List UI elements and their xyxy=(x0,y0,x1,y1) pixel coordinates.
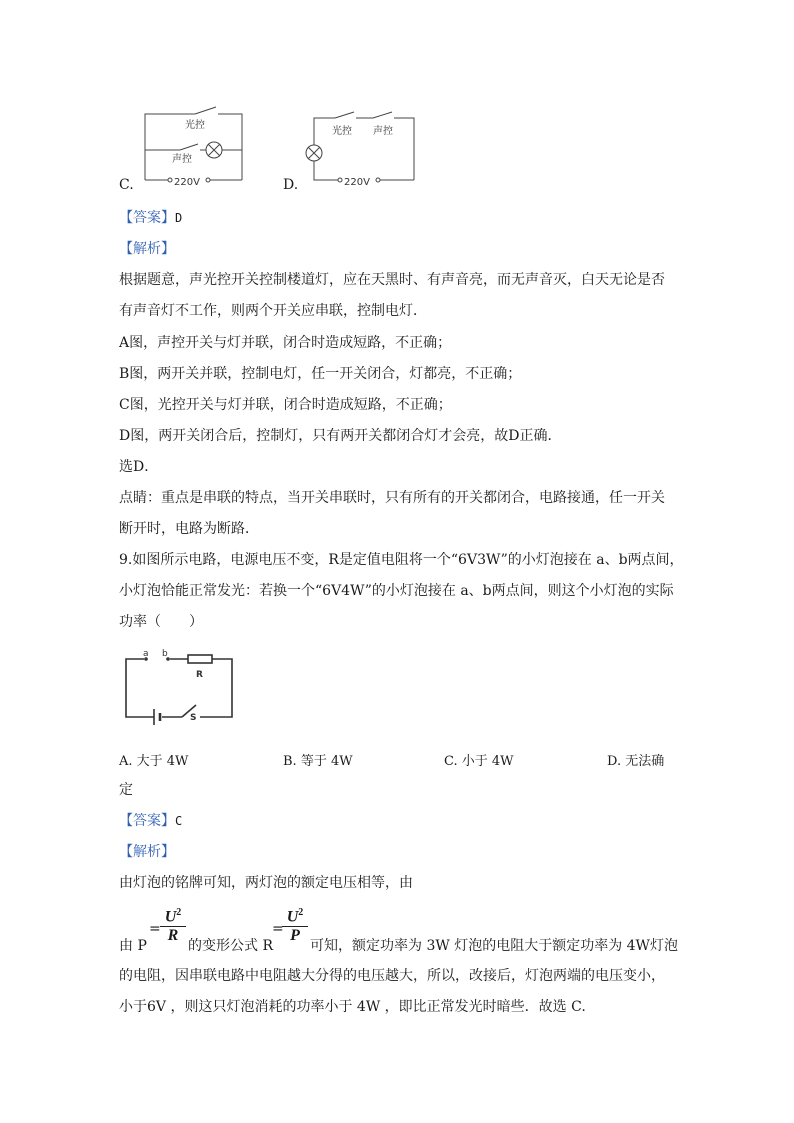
option-c-letter: C. xyxy=(119,177,134,193)
fraction-denominator: P xyxy=(290,927,300,945)
fraction-numerator: U xyxy=(164,908,177,926)
c-light-switch-label: 光控 xyxy=(185,120,205,131)
formula-fraction-u2-over-r xyxy=(160,904,186,945)
d-voltage-label: 220V xyxy=(344,177,370,188)
q9-answer-value: C xyxy=(175,814,183,828)
q9-option-d-wrap: 定 xyxy=(119,782,133,798)
formula-equals: = xyxy=(149,921,161,937)
q9-stem-line: 小灯泡恰能正常发光：若换一个“6V4W”的小灯泡接在 a、b两点间，则这个小灯泡的实际 xyxy=(119,583,674,599)
q8-answer-tag: 【答案】 xyxy=(119,210,175,226)
q8-analysis-line: D图，两开关闭合后，控制灯，只有两开关都闭合灯才会亮，故D正确． xyxy=(119,428,562,444)
q9-option-a: A. 大于 4W xyxy=(119,754,189,769)
q8-analysis-line: 根据题意，声光控开关控制楼道灯，应在天黑时、有声音亮，而无声音灭，白天无论是否 xyxy=(119,272,665,288)
q9-label-r: R xyxy=(196,670,203,680)
q8-answer-value: D xyxy=(175,211,183,225)
circuit-diagram-q9 xyxy=(118,645,242,725)
q8-comment-line: 断开时，电路为断路． xyxy=(119,521,259,537)
q9-analysis-line: 由灯泡的铭牌可知，两灯泡的额定电压相等，由 xyxy=(119,875,413,891)
q9-option-b: B. 等于 4W xyxy=(283,754,353,769)
formula-fraction-u2-over-p xyxy=(282,904,308,945)
fraction-exponent: 2 xyxy=(298,907,304,918)
q9-label-s: S xyxy=(190,713,197,723)
fraction-exponent: 2 xyxy=(176,907,182,918)
q9-label-b: b xyxy=(162,649,168,659)
q9-answer xyxy=(119,812,182,830)
q9-answer-tag: 【答案】 xyxy=(119,813,175,829)
q8-analysis-line: C图，光控开关与灯并联，闭合时造成短路，不正确； xyxy=(119,397,452,413)
d-light-switch-label: 光控 xyxy=(332,126,352,137)
option-d-letter: D. xyxy=(283,177,299,193)
q8-analysis-line: A图，声控开关与灯并联，闭合时造成短路，不正确； xyxy=(119,335,452,351)
q9-analysis-tag: 【解析】 xyxy=(119,844,175,860)
q8-analysis-line: B图，两开关并联，控制电灯，任一开关闭合，灯都亮，不正确； xyxy=(119,366,522,382)
q9-option-d: D. 无法确 xyxy=(607,754,665,769)
q9-label-a: a xyxy=(143,649,149,659)
q9-stem-line: 9.如图所示电路，电源电压不变，R是定值电阻将一个“6V3W”的小灯泡接在 a、b两点间， xyxy=(119,552,684,568)
q8-comment-line: 点睛：重点是串联的特点，当开关串联时，只有所有的开关都闭合，电路接通，任一开关 xyxy=(119,490,665,506)
formula-middle: 的变形公式 R xyxy=(188,938,273,954)
fraction-denominator: R xyxy=(167,927,179,945)
c-voltage-label: 220V xyxy=(174,177,200,188)
c-sound-switch-label: 声控 xyxy=(172,154,192,165)
q8-analysis-line: 选D． xyxy=(119,459,159,475)
formula-tail: 可知，额定功率为 3W 灯泡的电阻大于额定功率为 4W灯泡 xyxy=(310,938,678,954)
q8-analysis-line: 有声音灯不工作，则两个开关应串联，控制电灯． xyxy=(119,303,427,319)
fraction-numerator: U xyxy=(286,908,299,926)
d-sound-switch-label: 声控 xyxy=(373,126,393,137)
q8-answer xyxy=(119,209,182,227)
formula-equals: = xyxy=(272,921,284,937)
q9-analysis-line: 的电阻，因串联电路中电阻越大分得的电压越大，所以，改接后，灯泡两端的电压变小， xyxy=(119,968,665,984)
q9-stem-line: 功率（ ） xyxy=(119,614,203,630)
q9-analysis-line: 小于6V ，则这只灯泡消耗的功率小于 4W ，即比正常发光时暗些．故选 C. xyxy=(119,999,586,1015)
formula-lead: 由 P xyxy=(119,938,147,954)
circuit-diagram-d xyxy=(300,108,422,188)
q9-option-c: C. 小于 4W xyxy=(444,754,514,769)
q8-analysis-tag: 【解析】 xyxy=(119,241,175,257)
circuit-diagram-c xyxy=(140,104,250,188)
